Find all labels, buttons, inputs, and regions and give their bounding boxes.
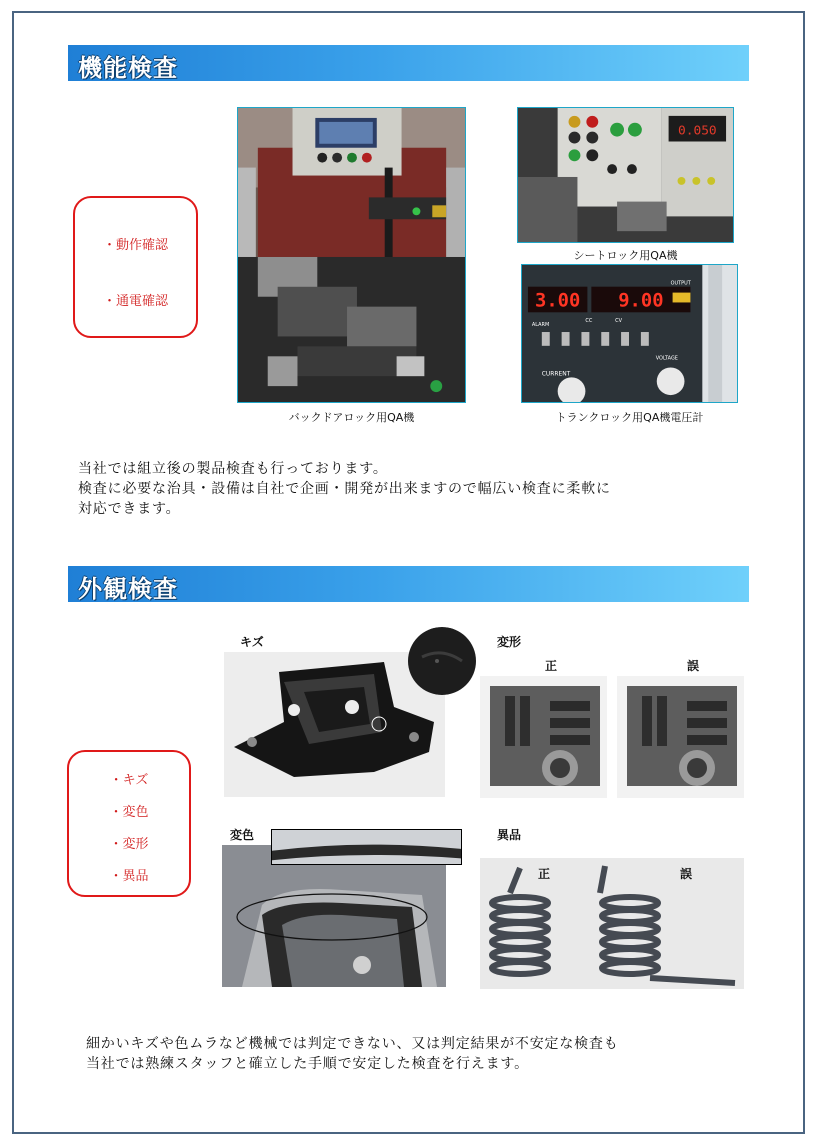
caption-backdoor: バックドアロック用QA機	[288, 411, 415, 424]
deformation-wrong-photo	[617, 676, 744, 798]
caption-seatlock: シートロック用QA機	[573, 249, 678, 262]
seatlock-qa-machine-photo	[517, 107, 734, 243]
label-kizu: キズ	[240, 635, 264, 649]
label-henkei: 変形	[497, 635, 522, 649]
meter-label: VOLTAGE	[655, 355, 678, 362]
label-ihin: 異品	[497, 828, 522, 842]
trunklock-voltmeter-photo	[521, 264, 738, 403]
meter-label: CC	[585, 318, 593, 325]
section-title: 機能検査	[78, 54, 178, 82]
check-item: ・異品	[109, 869, 149, 884]
section-title: 外観検査	[78, 575, 178, 603]
section-banner-function	[68, 45, 749, 81]
wrong-part-springs-photo	[480, 858, 744, 989]
check-item: ・キズ	[109, 773, 149, 788]
paragraph-line: 対応できます。	[78, 501, 181, 517]
meter-label: ALARM	[531, 322, 550, 329]
check-item: ・通電確認	[102, 294, 168, 309]
section-banner-appearance	[68, 566, 749, 602]
backdoor-qa-machine-photo	[237, 107, 466, 403]
paragraph-line: 検査に必要な治具・設備は自社で企画・開発が出来ますので幅広い検査に柔軟に	[78, 481, 611, 497]
deformation-correct-photo	[480, 676, 607, 798]
scratch-zoom-photo	[407, 627, 477, 695]
meter-label: CV	[615, 318, 622, 325]
paragraph-appearance	[86, 1034, 619, 1074]
label-wrong: 誤	[687, 659, 700, 673]
check-list-appearance	[67, 750, 191, 897]
caption-trunklock: トランクロック用QA機電圧計	[555, 411, 704, 424]
label-correct: 正	[545, 659, 558, 673]
check-item: ・動作確認	[102, 238, 168, 253]
discoloration-photo	[222, 845, 446, 987]
label-correct: 正	[538, 867, 551, 881]
discoloration-zoom-photo	[271, 829, 462, 865]
check-item: ・変形	[109, 837, 149, 852]
meter-right-value: 9.00	[618, 290, 664, 312]
meter-label: OUTPUT	[670, 280, 691, 287]
paragraph-line: 当社では熟練スタッフと確立した手順で安定した検査を行えます。	[86, 1056, 529, 1072]
meter-left-value: 3.00	[535, 290, 581, 312]
check-item: ・変色	[109, 805, 149, 820]
paragraph-line: 細かいキズや色ムラなど機械では判定できない、又は判定結果が不安定な検査も	[86, 1036, 619, 1052]
controller-display: 0.050	[677, 123, 717, 139]
paragraph-line: 当社では組立後の製品検査も行っております。	[78, 461, 388, 477]
label-henshoku: 変色	[230, 828, 255, 842]
check-list-function	[73, 196, 198, 338]
meter-label: CURRENT	[541, 371, 571, 378]
paragraph-function	[78, 459, 611, 519]
label-wrong: 誤	[680, 867, 693, 881]
